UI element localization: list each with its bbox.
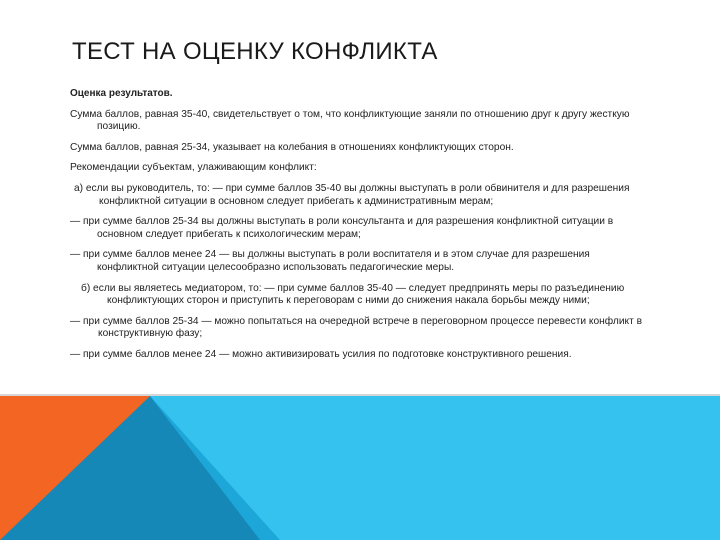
slide-title: ТЕСТ НА ОЦЕНКУ КОНФЛИКТА	[72, 38, 438, 65]
paragraph-5: — при сумме баллов 25-34 вы должны выступать в роли консультанта и для разрешения конфликтной ситуации в основном следует прибегать к психологическим мерам;	[70, 216, 614, 240]
paragraph-4: а) если вы руководитель, то: — при сумме баллов 35-40 вы должны выступать в роли обвинителя и для разрешения конфликтной ситуации в основном следует прибегать к административным мерам;	[74, 182, 630, 207]
paragraph-8: — при сумме баллов 25-34 — можно попытаться на очередной встрече в переговорном процессе перевести конфликт в конструктивную фазу;	[70, 315, 643, 340]
paragraph-2: Сумма баллов, равная 25-34, указывает на колебания в отношениях конфликтующих сторон.	[70, 141, 514, 153]
paragraph-1: Сумма баллов, равная 35-40, свидетельствует о том, что конфликтующие заняли по отношению друг к другу жесткую позицию.	[70, 108, 630, 133]
results-heading: Оценка результатов.	[70, 88, 173, 99]
paragraph-7: б) если вы являетесь медиатором, то: — при сумме баллов 35-40 — следует предпринять меры по разъединению конфликтующих сторон и приступить к переговорам с ними до снижения накала борьбы между ними;	[81, 282, 625, 307]
paragraph-6: — при сумме баллов менее 24 — вы должны выступать в роли воспитателя и в этом случае для разрешения конфликтной ситуации целесообразно использовать педагогические меры.	[70, 249, 590, 273]
paragraph-3: Рекомендации субъектам, улаживающим конфликт:	[70, 162, 317, 174]
paragraph-9: — при сумме баллов менее 24 — можно активизировать усилия по подготовке конструктивного решения.	[70, 348, 572, 360]
